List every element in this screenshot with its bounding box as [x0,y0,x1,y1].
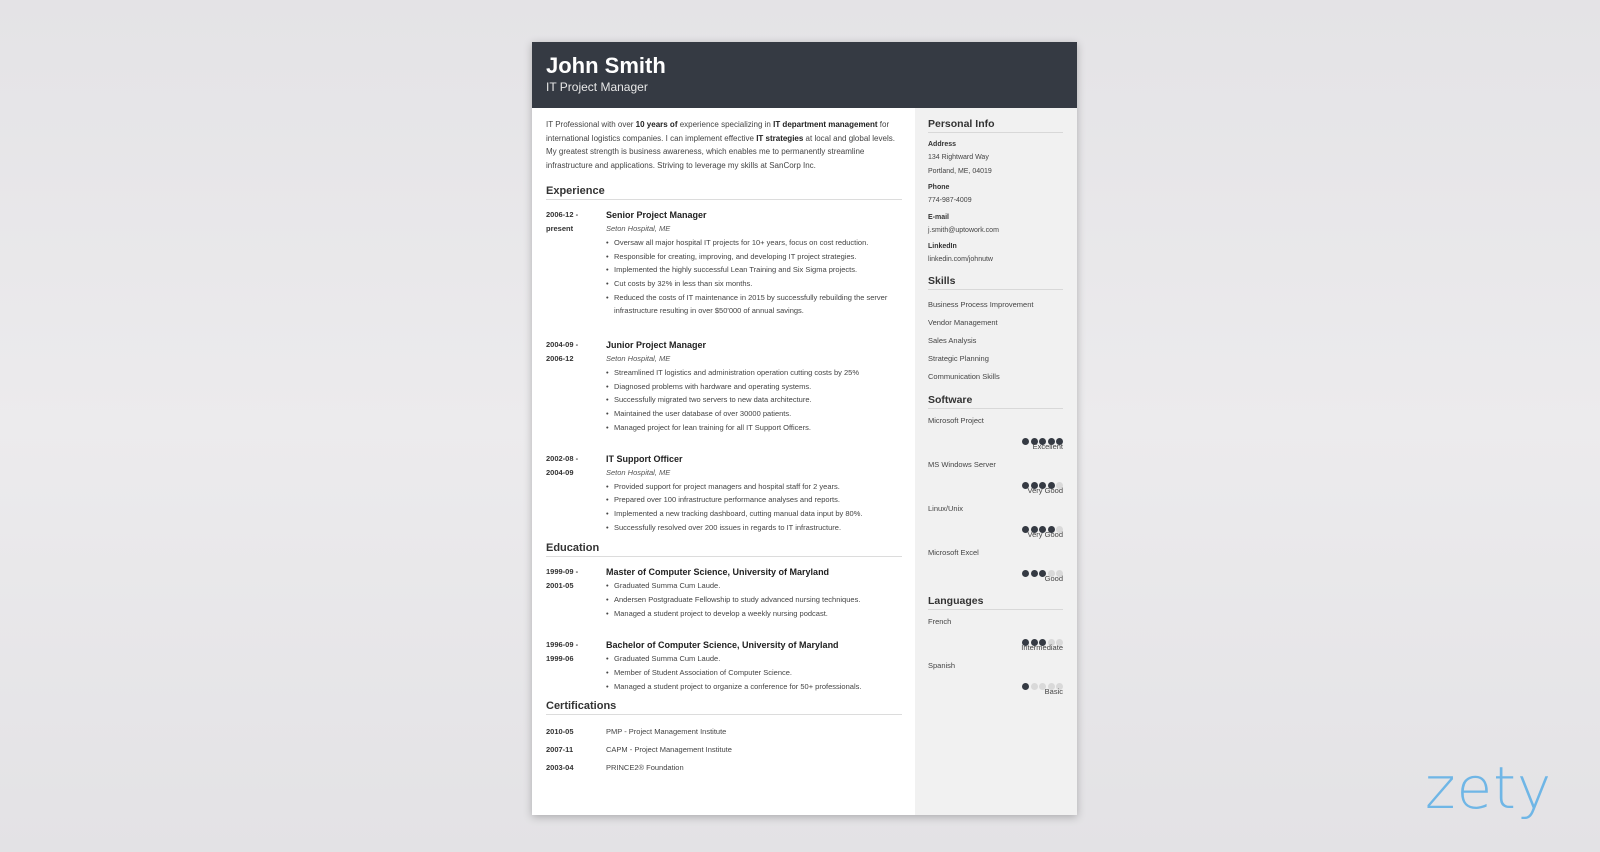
entry-role: IT Support Officer [606,453,683,464]
bullet-item: • Maintained the user database of over 30000 patients. [606,407,902,421]
bullet-item: • Graduated Summa Cum Laude. [606,652,902,666]
summary-text: for international logistics companies. I can implement effective [546,120,890,143]
rating-item [928,616,1063,654]
summary-highlight: IT strategies [756,133,804,143]
entry-row [546,208,902,318]
experience-list [546,208,902,535]
certification-name: CAPM - Project Management Institute [606,745,732,755]
bullet-item: • Successfully resolved over 200 issues in regards to IT infrastructure. [606,521,902,535]
certification-row [546,759,902,777]
bullet-item: • Prepared over 100 infrastructure performance analyses and reports. [606,493,902,507]
summary-highlight: IT department management [773,120,878,129]
education-section [546,542,902,693]
info-value: 134 Rightward Way Portland, ME, 04019 [928,154,992,175]
rating-dots [928,564,1063,573]
entry-body [606,208,902,318]
entry-body [606,638,902,693]
rating-dots [928,520,1063,529]
certifications-section [546,700,902,777]
resume-page [532,42,1077,815]
entry-body [606,338,902,435]
bullet-item: • Managed a student project to organize a conference for 50+ professionals. [606,680,902,694]
personal-info-list [928,139,1063,267]
entry-body [606,565,902,620]
entry-organization: Seton Hospital, ME [606,223,671,233]
bullet-item: • Managed project for lean training for all IT Support Officers. [606,421,902,435]
summary-text: experience specializing in [677,120,774,129]
rating-dots [928,432,1063,441]
rating-item [928,459,1063,497]
rating-name: French [928,616,952,626]
bullet-item: • Streamlined IT logistics and administration operation cutting costs by 25% [606,366,902,380]
rating-label: Excellent [1032,441,1063,451]
sidebar [915,108,1077,815]
skill-item: Strategic Planning [928,353,989,363]
entry-bullets [606,579,902,620]
bullet-item: • Implemented a new tracking dashboard, cutting manual data input by 80%. [606,507,902,521]
skill-item: Business Process Improvement [928,299,1034,309]
rating-name: Spanish [928,660,956,670]
languages-list [928,616,1063,698]
section-title-skills: Skills [928,275,1063,290]
entry-bullets [606,366,902,435]
rating-dots [928,476,1063,485]
entry-role: Master of Computer Science, University of Maryland [606,567,830,578]
rating-label: Basic [1044,686,1063,696]
entry-row [546,452,902,535]
education-list [546,565,902,693]
bullet-item: • Diagnosed problems with hardware and operating systems. [606,380,902,394]
rating-item [928,547,1063,585]
certification-date: 2003-04 [546,763,574,773]
certifications-list [546,723,902,777]
rating-dot [1031,570,1038,577]
bullet-item: • Successfully migrated two servers to new data architecture. [606,393,902,407]
entry-row [546,565,902,620]
entry-role: Bachelor of Computer Science, University of Maryland [606,640,839,651]
skill-item: Sales Analysis [928,335,977,345]
entry-date: 2002-08 - 2004-09 [546,453,579,477]
bullet-item: • Graduated Summa Cum Laude. [606,579,902,593]
entry-organization: Seton Hospital, ME [606,467,671,477]
certification-row [546,723,902,741]
rating-dot [1022,438,1029,445]
entry-row [546,338,902,435]
skills-list [928,296,1063,386]
resume-header [532,42,1077,108]
info-label: LinkedIn [928,243,957,250]
section-title-certifications: Certifications [546,700,902,715]
rating-item [928,660,1063,698]
bullet-item: • Reduced the costs of IT maintenance in 2015 by successfully rebuilding the server infrastructure resulting in over $50'000 of annual savings. [606,291,902,318]
bullet-item: • Oversaw all major hospital IT projects for 10+ years, focus on cost reduction. [606,236,902,250]
rating-item [928,415,1063,453]
info-value: linkedin.com/johnutw [928,256,993,263]
entry-date: 2006-12 - present [546,209,579,233]
experience-section [546,185,902,535]
entry-organization: Seton Hospital, ME [606,354,671,364]
candidate-title: IT Project Manager [546,80,648,94]
info-value: 774-987-4009 [928,197,972,204]
entry-date: 1999-09 - 2001-05 [546,567,579,591]
zety-logo: zety [1425,754,1553,822]
bullet-item: • Managed a student project to develop a weekly nursing podcast. [606,607,902,621]
info-label: Phone [928,184,950,191]
rating-label: Intermediate [1021,642,1063,652]
rating-name: Microsoft Excel [928,547,979,557]
skill-item: Vendor Management [928,317,998,327]
entry-bullets [606,652,902,693]
rating-dot [1022,683,1029,690]
rating-label: Good [1044,573,1063,583]
software-list [928,415,1063,585]
summary-highlight: 10 years of [635,120,678,129]
rating-name: Microsoft Project [928,415,984,425]
rating-item [928,503,1063,541]
main-column [546,118,902,777]
summary-text: at local and global levels. My greatest strength is business awareness, which enables me to permanently streamline infrastructure and applications. Striving to leverage my skills at SanCorp Inc. [546,133,895,171]
candidate-name: John Smith [546,53,666,78]
bullet-item: • Provided support for project managers and hospital staff for 2 years. [606,480,902,494]
bullet-item: • Responsible for creating, improving, and developing IT project strategies. [606,250,902,264]
certification-name: PRINCE2® Foundation [606,763,684,773]
rating-dot [1022,570,1029,577]
info-label: Address [928,141,957,148]
rating-name: Linux/Unix [928,503,964,513]
entry-body [606,452,902,535]
entry-date: 1996-09 - 1999-06 [546,640,579,664]
rating-dot [1031,683,1038,690]
rating-dots [928,633,1063,642]
rating-label: Very Good [1027,529,1063,539]
bullet-item: • Cut costs by 32% in less than six months. [606,277,902,291]
rating-dots [928,677,1063,686]
entry-row [546,638,902,693]
section-title-experience: Experience [546,185,902,200]
rating-label: Very Good [1027,485,1063,495]
section-title-languages: Languages [928,595,1063,610]
entry-role: Senior Project Manager [606,209,707,220]
section-title-software: Software [928,394,1063,409]
certification-date: 2007-11 [546,745,574,755]
section-title-personal-info: Personal Info [928,118,1063,133]
profile-summary [546,118,902,173]
certification-name: PMP - Project Management Institute [606,727,727,737]
bullet-item: • Implemented the highly successful Lean Training and Six Sigma projects. [606,263,902,277]
certification-date: 2010-05 [546,727,574,737]
entry-bullets [606,236,902,318]
entry-bullets [606,480,902,535]
bullet-item: • Member of Student Association of Computer Science. [606,666,902,680]
info-value: j.smith@uptowork.com [928,226,999,234]
section-title-education: Education [546,542,902,557]
rating-name: MS Windows Server [928,459,996,469]
skill-item: Communication Skills [928,371,1000,381]
entry-date: 2004-09 - 2006-12 [546,340,579,364]
certification-row [546,741,902,759]
info-label: E-mail [928,213,950,221]
summary-text: IT Professional with over [546,120,636,129]
entry-role: Junior Project Manager [606,340,707,351]
bullet-item: • Andersen Postgraduate Fellowship to study advanced nursing techniques. [606,593,902,607]
